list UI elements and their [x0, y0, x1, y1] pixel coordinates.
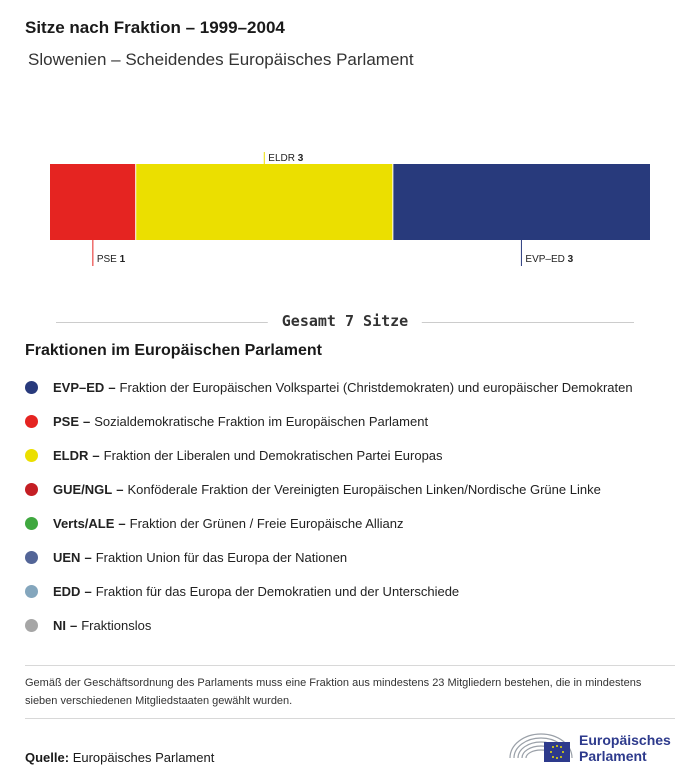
- legend-dot-icon: [25, 517, 38, 530]
- bar-segment-eldr: [136, 164, 393, 240]
- legend-separator: –: [84, 549, 92, 565]
- legend-description: Fraktion der Europäischen Volkspartei (Christdemokraten) und europäischer Demokraten: [119, 379, 633, 395]
- data-label-evp-ed: EVP–ED 3: [525, 254, 574, 265]
- data-label-pse: PSE 1: [96, 254, 126, 265]
- legend-dot-icon: [25, 551, 38, 564]
- ep-logo: [506, 728, 686, 768]
- legend-abbr: Verts/ALE: [53, 515, 115, 531]
- total-seats-label: Gesamt 7 Sitze: [268, 312, 422, 330]
- legend-separator: –: [83, 413, 91, 429]
- legend-dot-icon: [25, 449, 38, 462]
- source-value: Europäisches Parlament: [72, 750, 215, 765]
- legend-item: [25, 608, 685, 642]
- legend-title: Fraktionen im Europäischen Parlament: [25, 342, 322, 359]
- total-seats: [56, 312, 634, 332]
- logo-line-1: Europäisches: [579, 732, 671, 748]
- legend-abbr: NI: [53, 617, 66, 633]
- legend-abbr: ELDR: [53, 447, 89, 463]
- legend-abbr: PSE: [53, 413, 80, 429]
- legend-description: Fraktion Union für das Europa der Nationen: [95, 549, 348, 565]
- legend-item: [25, 574, 685, 608]
- legend-description: Sozialdemokratische Fraktion im Europäischen Parlament: [94, 413, 429, 429]
- legend-item: [25, 404, 685, 438]
- legend: [25, 370, 685, 642]
- legend-dot-icon: [25, 415, 38, 428]
- legend-abbr: EVP–ED: [53, 379, 105, 395]
- seat-bar-chart: [0, 140, 700, 280]
- legend-separator: –: [70, 617, 78, 633]
- parliament-hemicycle-icon: [506, 728, 576, 768]
- legend-dot-icon: [25, 381, 38, 394]
- legend-abbr: UEN: [53, 549, 81, 565]
- legend-abbr: GUE/NGL: [53, 481, 113, 497]
- legend-item: [25, 506, 685, 540]
- legend-separator: –: [92, 447, 100, 463]
- legend-dot-icon: [25, 585, 38, 598]
- legend-description: Konföderale Fraktion der Vereinigten Europäischen Linken/Nordische Grüne Linke: [127, 481, 601, 497]
- legend-separator: –: [108, 379, 116, 395]
- legend-description: Fraktion für das Europa der Demokratien und der Unterschiede: [95, 583, 460, 599]
- source-label: Quelle:: [25, 750, 70, 765]
- data-label-eldr: ELDR 3: [268, 153, 304, 164]
- source: [25, 750, 214, 765]
- logo-wordmark: [579, 732, 671, 764]
- footnote-text: Gemäß der Geschäftsordnung des Parlaments muss eine Fraktion aus mindestens 23 Mitgliedern bestehen, die in mindestens sieben verschiedenen Mitgliedstaaten gewählt wurden.: [25, 677, 642, 707]
- bar-segment-evp-ed: [393, 164, 650, 240]
- footnote: [25, 665, 675, 719]
- bar-segment-pse: [50, 164, 136, 240]
- legend-separator: –: [84, 583, 92, 599]
- legend-item: [25, 540, 685, 574]
- legend-item: [25, 438, 685, 472]
- logo-line-2: Parlament: [579, 748, 647, 764]
- legend-item: [25, 370, 685, 404]
- legend-separator: –: [118, 515, 126, 531]
- chart-subtitle: Slowenien – Scheidendes Europäisches Parlament: [28, 50, 414, 69]
- chart-title: Sitze nach Fraktion – 1999–2004: [25, 18, 285, 37]
- legend-description: Fraktion der Grünen / Freie Europäische Allianz: [129, 515, 404, 531]
- legend-description: Fraktion der Liberalen und Demokratischen Partei Europas: [103, 447, 443, 463]
- legend-dot-icon: [25, 483, 38, 496]
- legend-abbr: EDD: [53, 583, 81, 599]
- legend-dot-icon: [25, 619, 38, 632]
- legend-separator: –: [116, 481, 124, 497]
- legend-description: Fraktionslos: [81, 617, 152, 633]
- legend-item: [25, 472, 685, 506]
